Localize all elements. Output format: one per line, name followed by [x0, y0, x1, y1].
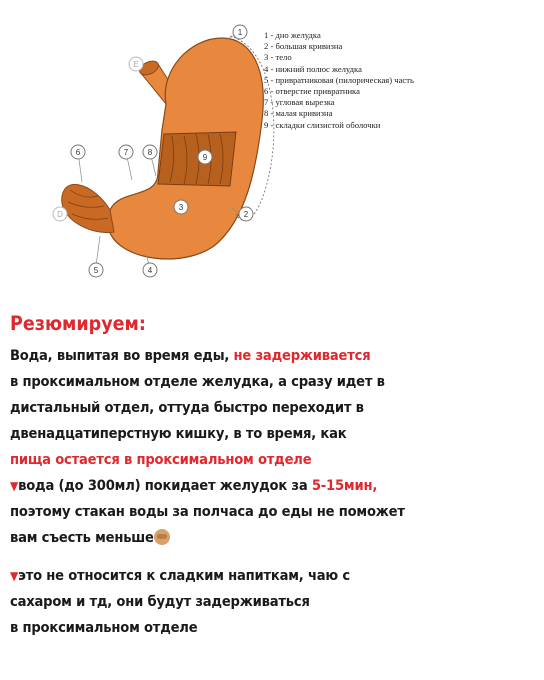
- label-4: [143, 263, 157, 277]
- label-7: [119, 145, 133, 159]
- label-e: [129, 57, 143, 71]
- diagram-legend: [264, 30, 414, 131]
- red-triangle-down-icon: ▼: [10, 479, 19, 493]
- pylorus: [62, 184, 114, 232]
- svg-text:9: 9: [202, 153, 208, 162]
- legend-item: 4 - нижний полюс желудка: [264, 63, 362, 74]
- label-5: [89, 263, 103, 277]
- summary-block: [10, 312, 530, 641]
- legend-item: 6 - отверстие привратника: [264, 86, 360, 97]
- paragraph-water-during-meal: Вода, выпитая во время еды, не задерживается в проксимальном отделе желудка, а сразу идет в дистальный отдел, оттуда быстро переходит в двенадцатиперстную кишку, в то время, как пища остается в проксимальном отделе: [10, 347, 385, 468]
- legend-item: 5 - привратниковая (пилорическая) часть: [264, 74, 414, 85]
- svg-text:8: 8: [147, 148, 153, 157]
- legend-item: 9 - складки слизистой оболочки: [264, 119, 381, 130]
- svg-text:5: 5: [93, 266, 99, 275]
- svg-text:1: 1: [237, 28, 243, 37]
- paragraph-sweet-drinks: ▼это не относится к сладким напиткам, чаю с сахаром и тд, они будут задерживаться в проксимальном отделе: [10, 567, 350, 636]
- svg-text:2: 2: [243, 210, 249, 219]
- red-triangle-down-icon: ▼: [10, 569, 19, 583]
- legend-item: 7 - угловая вырезка: [264, 97, 335, 108]
- svg-text:6: 6: [75, 148, 81, 157]
- legend-item: 3 - тело: [264, 52, 292, 63]
- paragraph-water-leaves: ▼вода (до 300мл) покидает желудок за 5-15мин, поэтому стакан воды за полчаса до еды не поможет вам съесть меньше: [10, 477, 405, 546]
- legend-item: 2 - большая кривизна: [264, 41, 343, 52]
- label-6: [71, 145, 85, 159]
- see-no-evil-monkey-icon: [154, 529, 170, 545]
- label-3: [174, 200, 188, 214]
- label-1: [233, 25, 247, 39]
- label-9: [198, 150, 212, 164]
- svg-text:3: 3: [178, 203, 184, 212]
- svg-text:7: 7: [123, 148, 129, 157]
- legend-item: 8 - малая кривизна: [264, 108, 333, 119]
- svg-text:4: 4: [147, 266, 153, 275]
- label-2: [239, 207, 253, 221]
- svg-text:E: E: [133, 60, 139, 69]
- label-8: [143, 145, 157, 159]
- summary-heading: Резюмируем:: [10, 312, 146, 335]
- label-d: [53, 207, 67, 221]
- legend-item: 1 - дно желудка: [264, 30, 321, 40]
- svg-text:D: D: [57, 210, 63, 219]
